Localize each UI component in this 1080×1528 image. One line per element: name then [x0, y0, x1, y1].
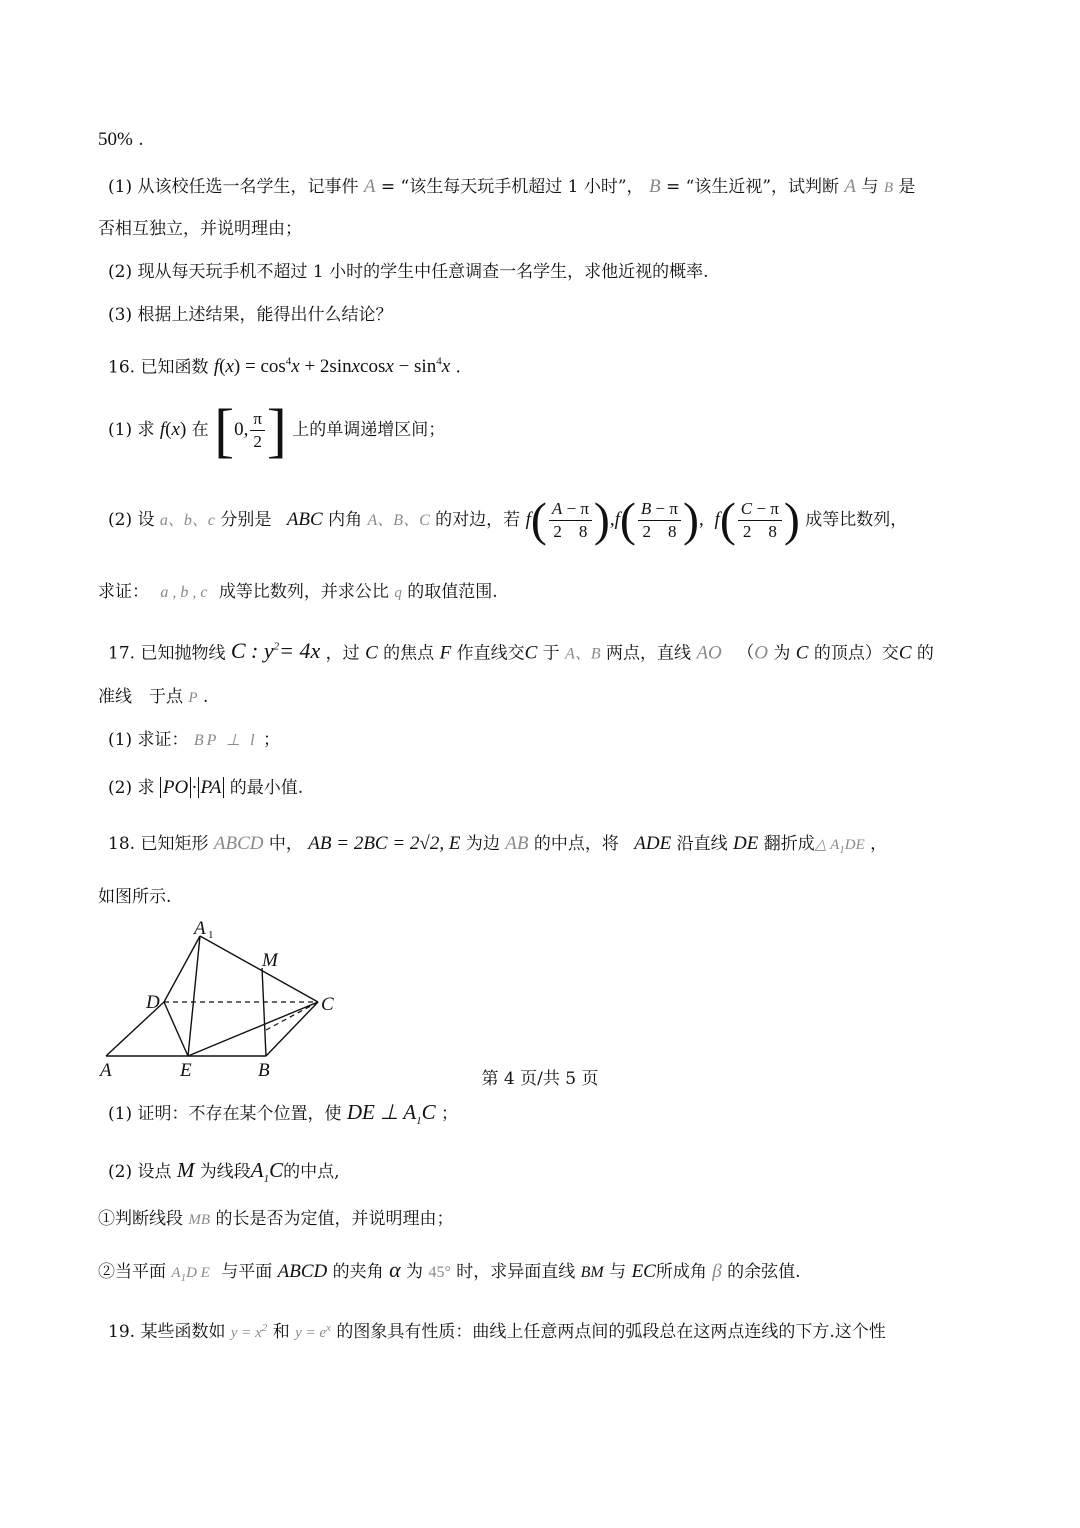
text: 两点，直线 — [606, 643, 692, 664]
q15-part3 — [108, 303, 392, 327]
dashed-BC-inner — [266, 1002, 318, 1030]
function-f: $f(x) = \cos^4x$ + 2sinxcosx − $\sin^4x$ — [213, 356, 451, 378]
sub: 1 — [180, 1272, 187, 1284]
abs-PA: PA — [198, 777, 225, 798]
math-ABCD: ABCD — [277, 1261, 328, 1282]
math-AB: A、B — [565, 645, 601, 663]
text-line — [98, 128, 144, 152]
math-y-ex — [295, 1322, 331, 1341]
text: 的夹角 — [332, 1262, 384, 1282]
eq-part: = 4x — [279, 638, 321, 664]
text: 的中点，将 — [533, 834, 619, 854]
text: 求证： — [98, 582, 149, 602]
text: 与平面 — [221, 1262, 273, 1282]
n: π — [770, 499, 779, 518]
part: DE — [844, 837, 865, 853]
math-F: F — [439, 642, 452, 664]
abs-PO: PO — [160, 777, 191, 798]
text: . — [455, 357, 461, 378]
math-MB: MB — [188, 1212, 211, 1228]
text: 中， — [268, 834, 303, 854]
q18-part2 — [108, 1158, 340, 1191]
math-A1C — [250, 1158, 284, 1186]
q18-head — [108, 832, 887, 862]
text: . — [202, 687, 209, 707]
geometry-figure — [96, 918, 356, 1088]
d: 2 — [742, 522, 752, 541]
percent-value: 50% — [98, 129, 133, 150]
text: 分别是 — [220, 510, 272, 530]
math-BP-perp-l: BP ⊥ l — [193, 732, 258, 749]
label-D: D — [146, 992, 160, 1013]
q17-cont — [98, 685, 208, 710]
label-A1-sub: 1 — [208, 929, 214, 941]
text: 是 — [898, 177, 916, 197]
math-triangle-A1DE — [814, 837, 865, 856]
n: B — [640, 499, 652, 518]
sub: 1 — [416, 1115, 422, 1128]
math-A1DE — [171, 1265, 210, 1284]
q18-cont — [98, 885, 171, 909]
text: ； — [441, 1104, 459, 1124]
d: 2 — [553, 522, 562, 541]
bracket-right: ] — [266, 397, 287, 464]
text: 与 — [861, 177, 879, 197]
d: 2 — [642, 522, 651, 541]
text: 的最小值. — [229, 778, 304, 798]
part: △ A — [814, 837, 840, 853]
math-B: B — [648, 176, 661, 197]
edge-EC — [188, 1002, 318, 1056]
label-A1: A — [194, 918, 206, 939]
math-ABCD: ABCD — [213, 833, 264, 854]
page-footer: 第 4 页/共 5 页 — [481, 1069, 599, 1089]
text: 如图所示. — [98, 887, 172, 907]
text: 的中点, — [283, 1162, 340, 1182]
text: 内角 — [328, 510, 363, 530]
q16-part1 — [108, 397, 446, 464]
exp: 4 — [436, 356, 442, 368]
text: 所成角 — [655, 1262, 707, 1282]
text: 16. 已知函数 — [108, 357, 209, 378]
sub: 1 — [263, 1173, 270, 1186]
label-M: M — [262, 950, 278, 971]
text: = “该生每天玩手机超过 1 小时”， — [380, 177, 644, 197]
edge-MB — [262, 968, 266, 1056]
q17-part2: (2) 求 PO · PA 的最小值. — [108, 777, 304, 798]
parabola-eq — [231, 638, 320, 663]
math-M: M — [176, 1158, 195, 1182]
text: (3) 根据上述结果，能得出什么结论？ — [108, 305, 393, 325]
n: C — [740, 499, 753, 518]
n: A — [551, 499, 563, 518]
q15-part1 — [108, 175, 915, 200]
text: 的对边，若 — [435, 510, 521, 530]
math-DE-perp-A1C — [346, 1100, 436, 1128]
part: y = x — [230, 1325, 262, 1341]
text: 作直线交 — [456, 643, 525, 664]
q17-head: 17. 已知抛物线 C : $y^2= 4x$ ，过 C 的焦点 F 作直线交C 于 A、B 两点，直线 AO （O 为 C 的顶点）交C 的 — [108, 638, 934, 664]
q17-part1 — [108, 728, 280, 753]
part: A — [250, 1158, 264, 1182]
math-BM: BM — [580, 1264, 604, 1281]
label-A: A — [100, 1060, 112, 1081]
math-triangle: ABC — [286, 509, 323, 530]
exp: 2 — [261, 1322, 268, 1334]
math-AB: AB — [505, 833, 529, 854]
math-A: A — [363, 176, 376, 197]
text: 成等比数列，并求公比 — [218, 582, 389, 602]
text: 上的单调递增区间； — [292, 420, 446, 440]
math-eq: AB = 2BC = 2√2, E — [308, 833, 461, 854]
edge-DE — [164, 1002, 188, 1056]
q16-head — [108, 350, 461, 379]
text: 成等比数列， — [805, 510, 908, 530]
q15-part2 — [108, 260, 709, 284]
text: (1) 求 — [108, 420, 155, 440]
part: C — [269, 1158, 284, 1182]
text: (2) 求 — [108, 778, 155, 798]
text: 在 — [191, 420, 209, 440]
text: (2) 设 — [108, 510, 155, 530]
math-angles: A、B、C — [367, 512, 430, 529]
text: 18. 已知矩形 — [108, 834, 209, 854]
text: 的 — [916, 643, 934, 664]
text: 准线 于点 — [98, 687, 183, 707]
exp: x — [326, 1322, 331, 1334]
q18-sub1 — [98, 1207, 453, 1232]
text: 为边 — [465, 834, 500, 854]
text: 的焦点 — [383, 643, 435, 664]
text: 为 — [773, 643, 791, 664]
q18-part1 — [108, 1100, 458, 1133]
text: 否相互独立，并说明理由； — [98, 219, 302, 239]
edge-BC — [266, 1002, 318, 1056]
text: 与 — [609, 1262, 627, 1282]
text: (1) 从该校任选一名学生，记事件 — [108, 177, 359, 197]
text: ； — [262, 730, 280, 750]
part: DE ⊥ A — [346, 1100, 417, 1124]
math-P: P — [188, 690, 198, 706]
numerator: π — [250, 408, 265, 431]
d: 8 — [667, 522, 677, 541]
q16-part2-cont — [98, 580, 498, 605]
text: ，过 — [325, 643, 360, 664]
eq-part: C : y — [230, 638, 274, 664]
math-DE: DE — [733, 833, 759, 854]
math-A: A — [844, 176, 857, 197]
math-abc: a , b , c — [160, 584, 208, 601]
text: 时，求异面直线 — [456, 1262, 576, 1282]
exp: 2 — [273, 641, 280, 653]
sub: 1 — [839, 844, 845, 856]
text: 和 — [272, 1322, 290, 1342]
text: (2) 现从每天玩手机不超过 1 小时的学生中任意调查一名学生，求他近视的概率. — [108, 262, 709, 282]
math-ADE: ADE — [634, 833, 672, 854]
denominator: 2 — [253, 432, 262, 451]
q18-sub2 — [98, 1258, 801, 1290]
math-y-x2 — [230, 1322, 268, 1341]
part: y = e — [295, 1325, 327, 1341]
math-EC: EC — [631, 1261, 656, 1282]
text: （ — [737, 643, 755, 664]
text: 沿直线 — [676, 834, 728, 854]
math-q: q — [394, 585, 402, 601]
edge-A1C — [200, 936, 318, 1002]
q15-part1-cont — [98, 217, 302, 241]
label-E: E — [180, 1060, 192, 1081]
pi-over-2 — [250, 408, 265, 453]
exp: 4 — [285, 356, 292, 368]
math-alpha: α — [389, 1257, 401, 1282]
text: 19. 某些函数如 — [108, 1322, 226, 1342]
text: 的长是否为定值，并说明理由； — [215, 1209, 454, 1229]
text: = “该生近视”，试判断 — [665, 177, 840, 197]
math-beta: β — [712, 1261, 722, 1282]
label-C: C — [321, 994, 334, 1015]
math-AO: AO — [696, 642, 722, 664]
text: 的余弦值. — [727, 1262, 801, 1282]
text: 17. 已知抛物线 — [108, 643, 226, 664]
d: 8 — [768, 522, 777, 541]
text: 的图象具有性质：曲线上任意两点间的弧段总在这两点连线的下方.这个性 — [336, 1322, 886, 1342]
text: ②当平面 — [98, 1262, 166, 1282]
text: 为线段 — [199, 1162, 251, 1182]
f: f — [213, 356, 220, 378]
n: π — [669, 499, 678, 518]
text: (1) 证明：不存在某个位置，使 — [108, 1104, 342, 1124]
text: ， — [870, 834, 888, 854]
d: 8 — [578, 522, 588, 541]
f-of-x: f(x) — [159, 419, 187, 440]
part: C — [421, 1100, 436, 1124]
text: (2) 设点 — [108, 1162, 172, 1182]
part: A — [171, 1265, 181, 1281]
text: 于 — [542, 643, 560, 664]
text: 的顶点）交 — [813, 643, 899, 664]
text: . — [138, 130, 144, 150]
math-B: B — [883, 180, 894, 196]
math-O: O — [754, 642, 768, 664]
text: 翻折成 — [763, 834, 815, 854]
text: 为 — [406, 1262, 424, 1282]
q16-part2: (2) 设 a、b、c 分别是 ABC 内角 A、B、C 的对边，若 f( $\frac{A - \pi}{2 8}$ ),f( $\frac{B - \pi}{2 8}$ ), f( $\frac{C - \pi}{2 8}$ ) 成等比数列， — [108, 493, 908, 547]
q19-head — [108, 1316, 886, 1345]
math-45deg: 45° — [428, 1264, 451, 1281]
fold-diagram — [96, 918, 356, 1083]
label-B: B — [258, 1060, 270, 1081]
text: 的取值范围. — [407, 582, 498, 602]
interval-start: 0, — [234, 419, 249, 440]
part: D E — [186, 1265, 210, 1281]
text: ①判断线段 — [98, 1209, 183, 1229]
bracket-left: [ — [214, 397, 235, 464]
n: π — [580, 499, 589, 518]
math-abc: a、b、c — [159, 512, 215, 529]
text: (1) 求证： — [108, 730, 189, 750]
